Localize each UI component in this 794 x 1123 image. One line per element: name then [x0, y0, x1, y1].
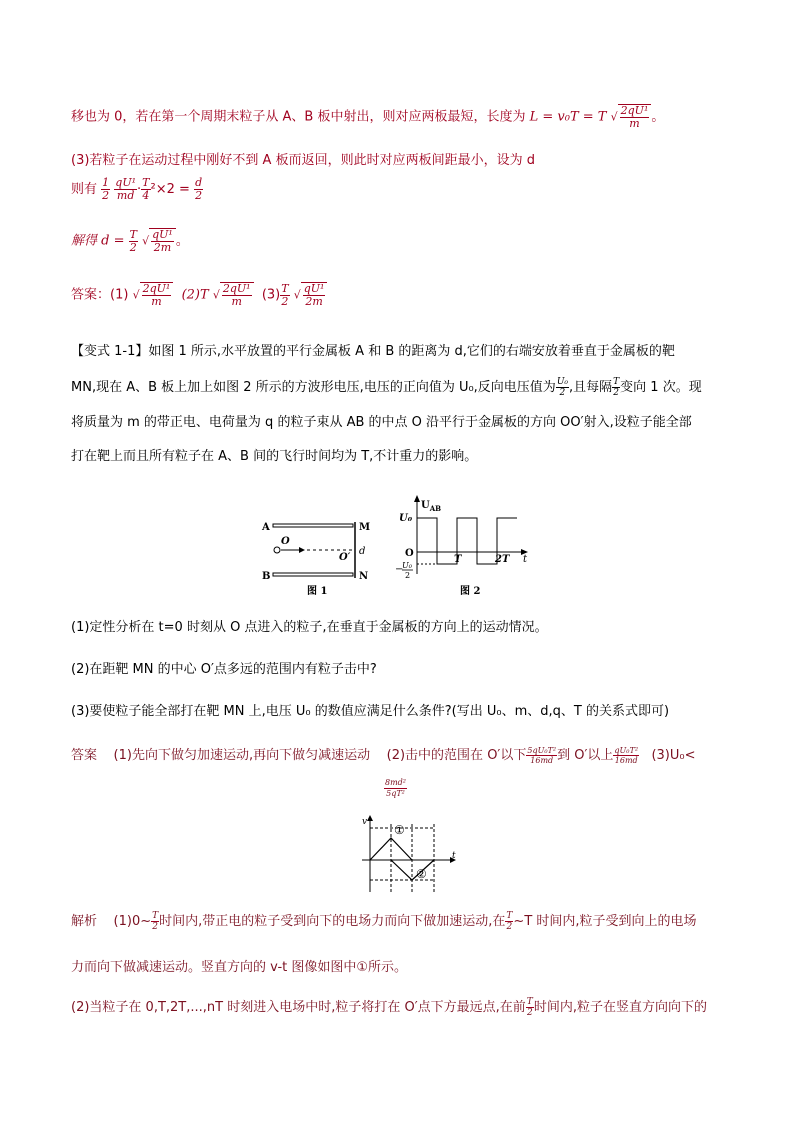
line-text: ²×2 = — [150, 182, 190, 197]
fraction-denominator: m — [151, 295, 162, 308]
answer-2-start: (2)击中的范围在 O′以下 — [386, 748, 527, 763]
answer-2-mid: 到 O′以上 — [557, 748, 614, 763]
fraction-numerator: qU¹ — [152, 228, 173, 241]
neg-fraction-num: U₀ — [402, 561, 412, 570]
x-axis-label: t — [523, 554, 528, 565]
point-o — [274, 547, 280, 553]
label-o-prime: O′ — [339, 552, 351, 563]
plate-a — [273, 524, 353, 527]
formula: L = v₀T = T — [529, 109, 607, 125]
punctuation: 。 — [651, 109, 665, 125]
plate-b — [273, 573, 353, 576]
curve-2-label: ② — [416, 867, 427, 881]
analysis-line-3 — [71, 996, 707, 1018]
problem-line-3: 将质量为 m 的带正电、电荷量为 q 的粒子束从 AB 的中点 O 沿平行于金属板的方向 OO′射入,设粒子能全部 — [71, 415, 692, 430]
sqrt-expression: √ $\frac{\text{2qU¹}}{m}$ — [133, 282, 174, 308]
answer-2: (2)T — [181, 287, 209, 303]
fraction-denominator: md — [116, 189, 135, 202]
label-a: A — [262, 522, 270, 533]
analysis-line-1 — [71, 910, 697, 932]
answer-label: 答案 — [71, 748, 98, 763]
problem-line-1: 【变式 1-1】如图 1 所示,水平放置的平行金属板 A 和 B 的距离为 d,它们的右端安放着垂直于金属板的靶 — [71, 344, 675, 359]
v-axis-arrow — [367, 815, 373, 821]
analysis-label: 解析 — [71, 914, 98, 929]
answer-line — [71, 744, 695, 765]
dot: · — [137, 182, 142, 197]
answer-label: 答案：(1) — [71, 287, 129, 303]
vt-graph — [360, 814, 460, 896]
fraction-numerator: d — [195, 176, 203, 189]
line-text: 移也为 0，若在第一个周期末粒子从 A、B 板中射出，则对应两板最短，长度为 — [71, 109, 526, 125]
fraction-numerator: 8md² — [385, 778, 407, 787]
line-text: 解得 d = — [71, 233, 125, 249]
analysis-text: 时间内,带正电的粒子受到向下的电场力而向下做加速运动,在 — [159, 914, 506, 929]
fraction-numerator: U₀ — [556, 377, 569, 387]
fraction-numerator: T — [142, 176, 150, 189]
fraction-denominator: 2 — [559, 388, 566, 398]
fraction-denominator: 4 — [142, 189, 150, 202]
analysis-line-2: 力而向下做减速运动。竖直方向的 v-t 图像如图中①所示。 — [71, 960, 408, 975]
solution-answer-line — [71, 282, 327, 308]
fraction-numerator: T — [526, 997, 533, 1007]
u0-label: U₀ — [399, 513, 413, 524]
curve-1-label: ① — [394, 823, 405, 837]
fraction-numerator: 2qU¹ — [222, 282, 251, 295]
figure-2-caption: 图 2 — [460, 586, 481, 597]
tick-2t: 2T — [495, 554, 510, 565]
solution-line-1 — [71, 104, 664, 130]
line-text: 变向 1 次。现 — [620, 380, 702, 395]
fraction-denominator: 2 — [129, 240, 137, 254]
fraction-denominator: 2 — [195, 189, 203, 202]
fraction-denominator: m — [629, 117, 640, 130]
tick-t: T — [454, 554, 462, 565]
neg-fraction-den: 2 — [405, 571, 411, 580]
u-ab-label — [421, 500, 441, 513]
neg-sign: − — [395, 564, 404, 575]
figures-1-2 — [255, 492, 545, 598]
fraction-numerator: qU¹ — [115, 176, 137, 189]
label-d: d — [359, 546, 366, 557]
fraction-numerator: 2qU¹ — [142, 282, 171, 295]
fraction-denominator: 16md — [614, 756, 638, 765]
u-ab-subscript: AB — [429, 504, 442, 513]
fraction-numerator: T — [506, 911, 513, 921]
analysis-text: ~T 时间内,粒子受到向上的电场 — [513, 914, 697, 929]
fraction-denominator: 2 — [102, 189, 110, 202]
question-3: (3)要使粒子能全部打在靶 MN 上,电压 U₀ 的数值应满足什么条件?(写出 U₀、m、d,q、T 的关系式即可) — [71, 704, 670, 719]
line-text: MN,现在 A、B 板上加上如图 2 所示的方波形电压,电压的正向值为 U₀,反向电压值为 — [71, 380, 556, 395]
label-n: N — [359, 571, 369, 582]
solution-line-2: (3)若粒子在运动过程中刚好不到 A 板而返回，则此时对应两板间距最小，设为 d — [71, 153, 535, 168]
sqrt-expression: √ $\frac{\text{2qU¹}}{m}$ — [213, 282, 254, 308]
label-m: M — [359, 522, 371, 533]
fraction-numerator: 1 — [102, 176, 110, 189]
fraction-numerator: T — [613, 377, 620, 387]
t-label: t — [452, 851, 456, 861]
y-axis-arrow — [414, 495, 420, 502]
fraction-numerator: qU¹ — [303, 282, 325, 295]
figure-1-caption: 图 1 — [307, 586, 328, 597]
line-text: ,且每隔 — [569, 380, 613, 395]
fraction-denominator: 5qT² — [386, 789, 405, 798]
fraction-numerator: T — [152, 911, 159, 921]
fraction-denominator: 16md — [530, 756, 554, 765]
label-b: B — [262, 571, 271, 582]
fraction-denominator: 2 — [613, 388, 620, 398]
analysis-text: (2)当粒子在 0,T,2T,...,nT 时刻进入电场中时,粒子将打在 O′点下方最远点,在前 — [71, 1000, 526, 1015]
origin-label: O — [405, 548, 414, 559]
sqrt-expression: √ $\frac{\text{qU¹}}{2m}$ — [142, 228, 176, 254]
analysis-text: (1)0~ — [113, 914, 152, 929]
analysis-text: 时间内,粒子在竖直方向向下的 — [533, 1000, 707, 1015]
problem-line-2 — [71, 376, 702, 398]
line-text: 则有 — [71, 182, 98, 197]
sqrt-expression: √ $\frac{\text{2qU¹}}{m}$ — [611, 104, 652, 130]
fraction-numerator: qU₀T² — [614, 746, 639, 755]
arrow-head — [299, 547, 305, 553]
u-ab-letter: U — [421, 500, 430, 511]
fraction-denominator: 2 — [506, 922, 513, 932]
solution-line-4 — [71, 228, 189, 254]
answer-3: (3)U₀< — [651, 748, 696, 763]
fraction-denominator: 2 — [281, 294, 289, 308]
answer-1: (1)先向下做匀加速运动,再向下做匀减速运动 — [113, 748, 371, 763]
solution-line-3 — [71, 177, 203, 202]
question-1: (1)定性分析在 t=0 时刻从 O 点进入的粒子,在垂直于金属板的方向上的运动情况。 — [71, 620, 548, 635]
fraction-numerator: 2qU¹ — [620, 104, 649, 117]
label-o: O — [281, 536, 290, 547]
question-2: (2)在距靶 MN 的中心 O′点多远的范围内有粒子击中? — [71, 662, 377, 677]
fraction-denominator: 2m — [153, 241, 172, 254]
fraction-numerator: 5qU₀T² — [527, 746, 557, 755]
fraction-denominator: m — [231, 295, 242, 308]
fraction-denominator: 2m — [305, 295, 323, 308]
answer-3: (3) — [261, 287, 281, 303]
fraction-numerator: T — [129, 227, 137, 241]
answer-3-fraction — [384, 778, 407, 799]
punctuation: 。 — [175, 233, 189, 249]
sqrt-expression: √ $\frac{\text{qU¹}}{2m}$ — [294, 282, 328, 308]
problem-line-4: 打在靶上而且所有粒子在 A、B 间的飞行时间均为 T,不计重力的影响。 — [71, 449, 478, 464]
fraction-numerator: T — [281, 281, 289, 295]
fraction-denominator: 2 — [526, 1008, 533, 1018]
v-label: v — [362, 817, 368, 827]
fraction-denominator: 2 — [152, 922, 158, 932]
